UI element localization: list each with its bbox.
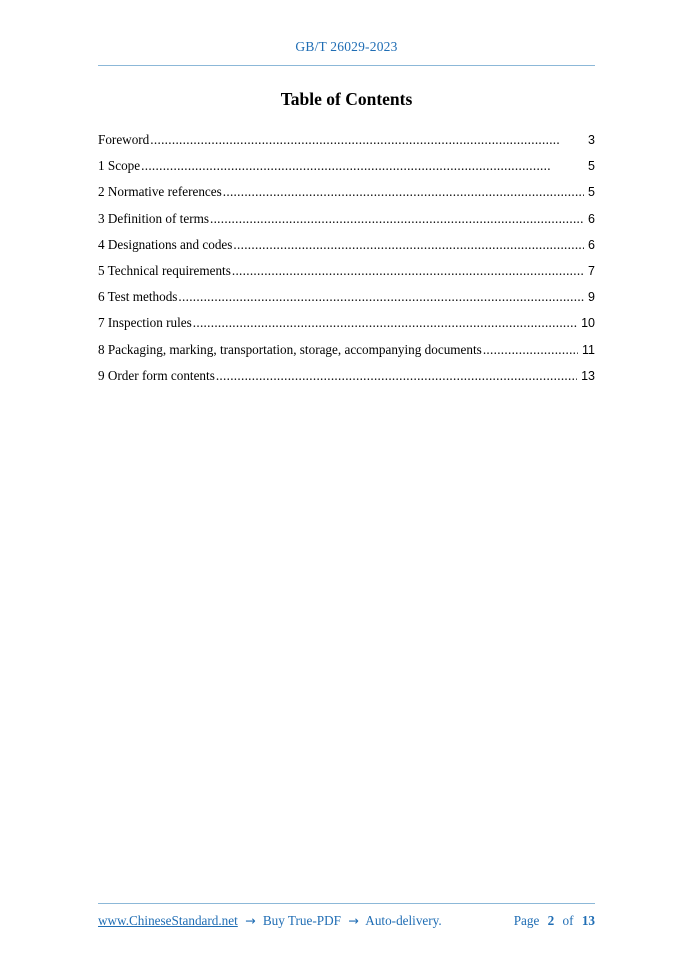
- footer-action-delivery: Auto-delivery.: [365, 913, 442, 928]
- toc-dot-leader: [193, 310, 577, 335]
- toc-row[interactable]: [98, 127, 595, 153]
- page-total-number: 13: [581, 913, 595, 928]
- footer-site-link[interactable]: www.ChineseStandard.net: [98, 913, 238, 928]
- page-header: [98, 0, 595, 66]
- toc-page-number: 3: [588, 133, 595, 147]
- document-number: GB/T 26029-2023: [295, 39, 398, 54]
- toc-entry-label: 4 Designations and codes: [98, 236, 233, 252]
- toc-entry-label: 6 Test methods: [98, 289, 178, 305]
- toc-page-number: 11: [582, 342, 595, 357]
- page-indicator-of: of: [562, 913, 574, 928]
- footer-action-buy: Buy True-PDF: [262, 913, 341, 928]
- toc-row[interactable]: [98, 179, 595, 205]
- toc-entry-label: 5 Technical requirements: [98, 263, 231, 279]
- toc-dot-leader: [150, 127, 584, 152]
- toc-entry-label: 2 Normative references: [98, 184, 222, 200]
- page-title: Table of Contents: [280, 89, 413, 109]
- toc-page-number: 6: [588, 211, 595, 226]
- page-footer: [98, 903, 595, 929]
- footer-promo: [98, 913, 446, 929]
- toc-dot-leader: [233, 232, 584, 257]
- toc-row[interactable]: [98, 206, 595, 232]
- toc-entry-label: 8 Packaging, marking, transportation, storage, accompanying documents: [98, 341, 482, 357]
- toc-row[interactable]: [98, 310, 595, 336]
- page-indicator: [509, 913, 595, 929]
- toc-row[interactable]: [98, 363, 595, 389]
- toc-dot-leader: [178, 284, 584, 309]
- toc-row[interactable]: [98, 284, 595, 310]
- toc-page-number: 13: [581, 368, 595, 383]
- toc-row[interactable]: [98, 337, 595, 363]
- page-indicator-label: Page: [513, 913, 540, 928]
- toc-dot-leader: [232, 258, 584, 283]
- toc-entry-label: 7 Inspection rules: [98, 315, 192, 331]
- toc-dot-leader: [141, 153, 584, 178]
- toc-entry-label: 3 Definition of terms: [98, 210, 209, 226]
- toc-page-number: 9: [588, 290, 595, 305]
- page-current-number: 2: [547, 913, 555, 928]
- toc-row[interactable]: [98, 258, 595, 284]
- toc-row[interactable]: [98, 153, 595, 179]
- toc-entry-label: Foreword: [98, 132, 150, 147]
- toc-page-number: 6: [588, 237, 595, 252]
- arrow-right-icon: →: [245, 913, 256, 928]
- toc-page-number: 5: [588, 159, 595, 174]
- toc-dot-leader: [223, 179, 584, 204]
- toc-row[interactable]: [98, 232, 595, 258]
- toc-entry-label: 9 Order form contents: [98, 367, 215, 383]
- toc-dot-leader: [483, 337, 578, 362]
- toc-dot-leader: [216, 363, 577, 388]
- toc-page-number: 7: [588, 264, 595, 279]
- toc-page-number: 10: [581, 316, 595, 331]
- toc-dot-leader: [210, 206, 584, 231]
- arrow-right-icon: →: [348, 913, 359, 928]
- toc-page-number: 5: [588, 185, 595, 200]
- toc-list: [98, 127, 595, 389]
- toc-entry-label: 1 Scope: [98, 158, 141, 174]
